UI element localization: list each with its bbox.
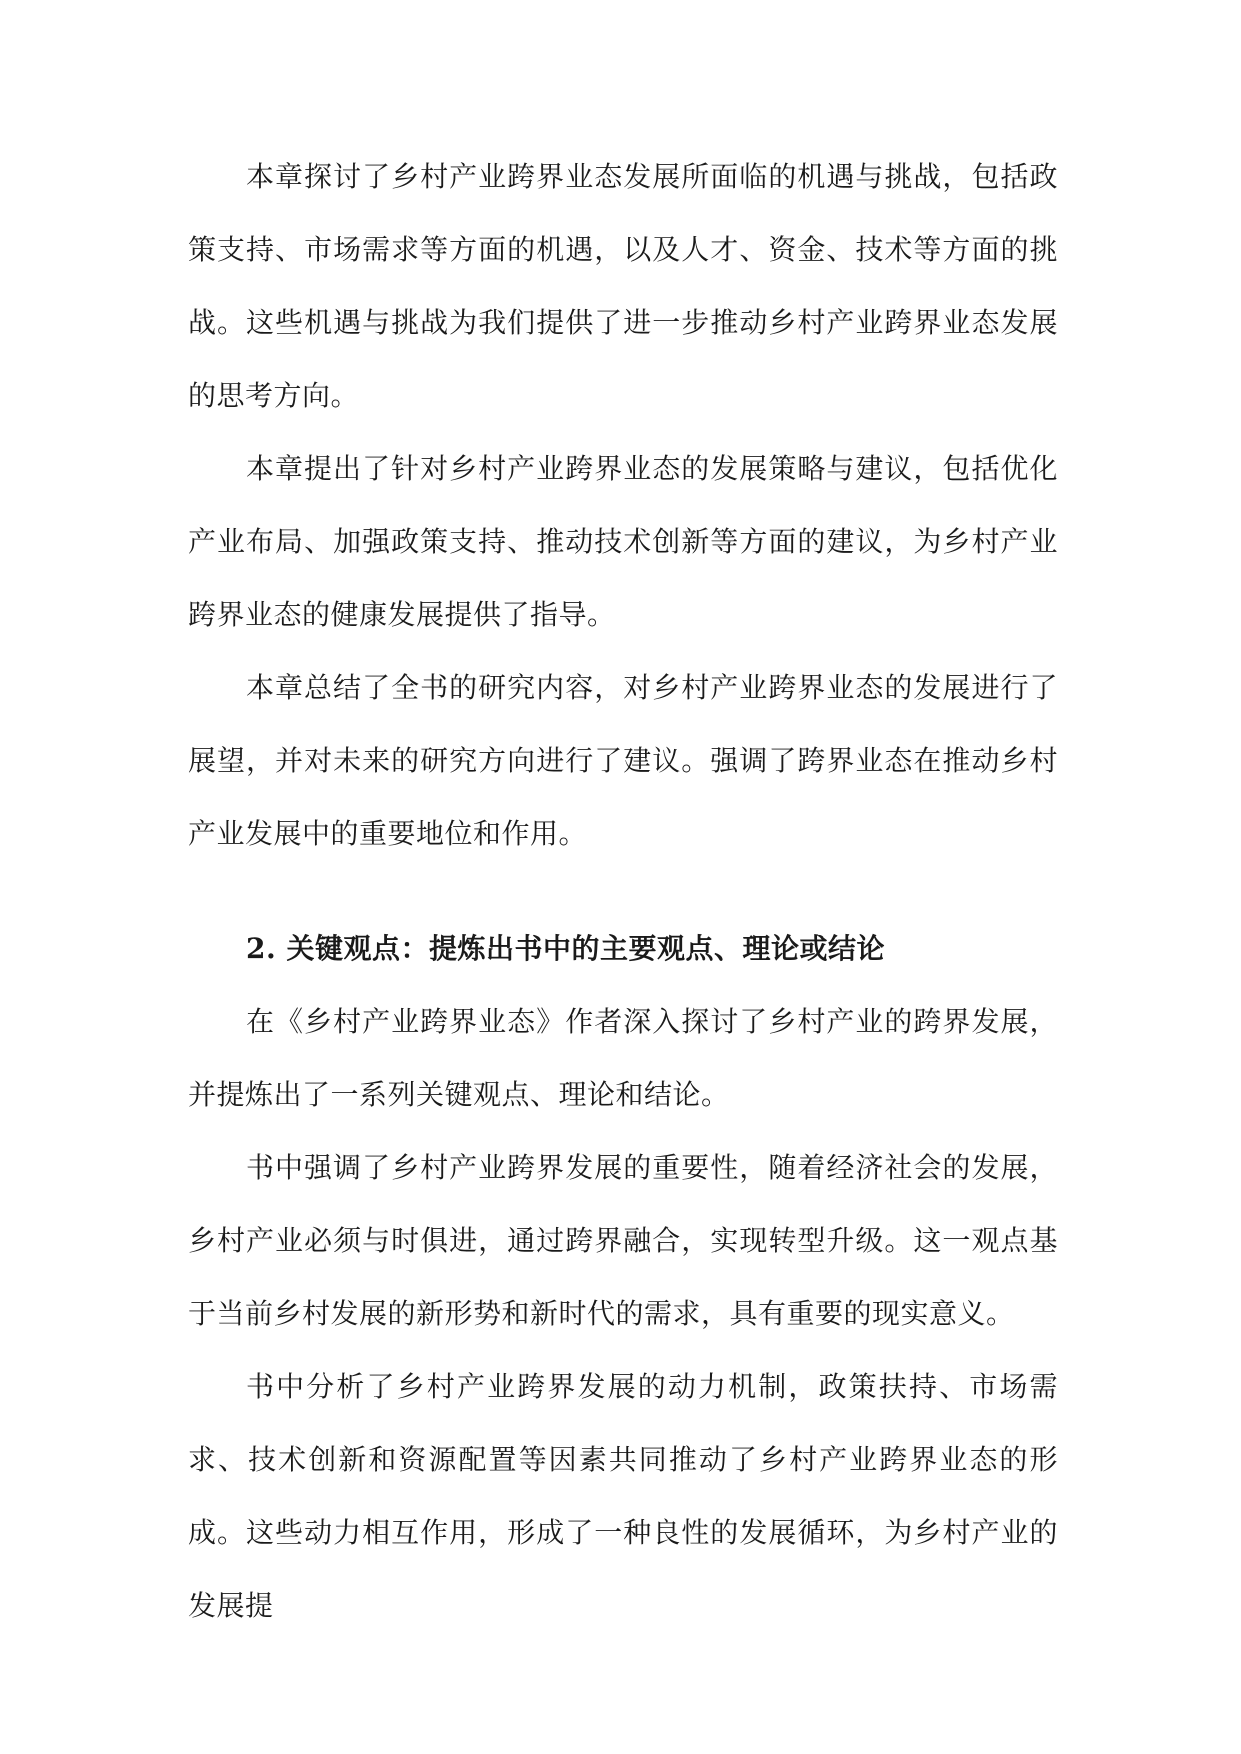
paragraph: 本章总结了全书的研究内容，对乡村产业跨界业态的发展进行了展望，并对未来的研究方向进行了建议。强调了跨界业态在推动乡村产业发展中的重要地位和作用。 [188,671,1058,850]
paragraph: 在《乡村产业跨界业态》作者深入探讨了乡村产业的跨界发展，并提炼出了一系列关键观点、理论和结论。 [188,1005,1058,1111]
section-heading: 2. 关键观点：提炼出书中的主要观点、理论或结论 [246,932,885,965]
document-body [188,140,1058,1642]
paragraph: 本章提出了针对乡村产业跨界业态的发展策略与建议，包括优化产业布局、加强政策支持、推动技术创新等方面的建议，为乡村产业跨界业态的健康发展提供了指导。 [188,452,1058,631]
paragraph: 书中分析了乡村产业跨界发展的动力机制，政策扶持、市场需求、技术创新和资源配置等因素共同推动了乡村产业跨界业态的形成。这些动力相互作用，形成了一种良性的发展循环，为乡村产业的发展提 [188,1370,1058,1622]
paragraph: 书中强调了乡村产业跨界发展的重要性，随着经济社会的发展，乡村产业必须与时俱进，通过跨界融合，实现转型升级。这一观点基于当前乡村发展的新形势和新时代的需求，具有重要的现实意义。 [188,1151,1058,1330]
paragraph: 本章探讨了乡村产业跨界业态发展所面临的机遇与挑战，包括政策支持、市场需求等方面的机遇，以及人才、资金、技术等方面的挑战。这些机遇与挑战为我们提供了进一步推动乡村产业跨界业态发展的思考方向。 [188,160,1058,412]
